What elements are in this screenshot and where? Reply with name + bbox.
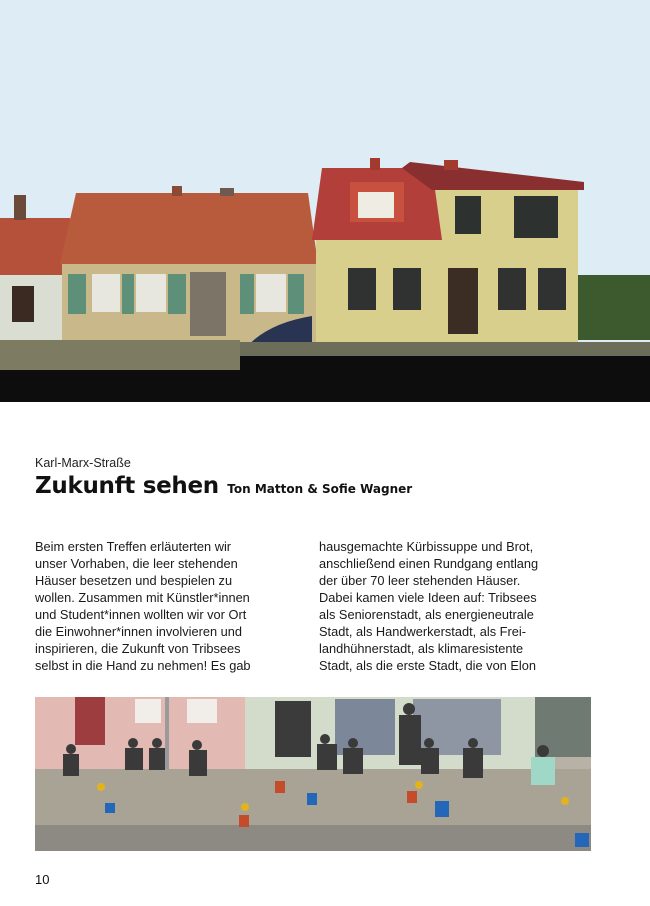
page-number: 10 [35,872,50,887]
text-line: als Seniorenstadt, als energieneutrale [319,607,534,622]
text-line: hausgemachte Kürbissuppe und Brot, [319,539,534,554]
text-line: anschließend einen Rundgang entlang [319,556,539,571]
street-meeting-photo [35,697,591,851]
paragraph [319,538,579,674]
text-line: die Einwohner*innen involvieren und [35,624,243,639]
text-column-left [35,538,295,674]
text-line: inspirieren, die Zukunft von Tribsees [35,641,241,656]
text-line: selbst in die Hand zu nehmen! Es gab [35,658,251,673]
hero-photo [0,0,650,402]
houses-illustration [0,0,650,402]
text-line: wollen. Zusammen mit Künstler*innen [35,590,250,605]
text-line: landhühnerstadt, als klimaresistente [319,641,524,656]
meeting-illustration [35,697,591,851]
text-line: unser Vorhaben, die leer stehenden [35,556,238,571]
text-column-right [319,538,579,674]
title-row [35,473,412,499]
article-authors: Ton Matton & Sofie Wagner [227,482,413,496]
paragraph [35,538,295,674]
article-title: Zukunft sehen [35,473,219,499]
text-line: Stadt, als die erste Stadt, die von Elon [319,658,536,673]
text-line: Stadt, als Handwerkerstadt, als Frei- [319,624,526,639]
text-line: Dabei kamen viele Ideen auf: Tribsees [319,590,537,605]
text-line: der über 70 leer stehenden Häuser. [319,573,521,588]
text-line: Beim ersten Treffen erläuterten wir [35,539,232,554]
text-line: Häuser besetzen und bespielen zu [35,573,233,588]
text-line: und Student*innen wollten wir vor Ort [35,607,247,622]
article-kicker: Karl-Marx-Straße [35,456,131,470]
